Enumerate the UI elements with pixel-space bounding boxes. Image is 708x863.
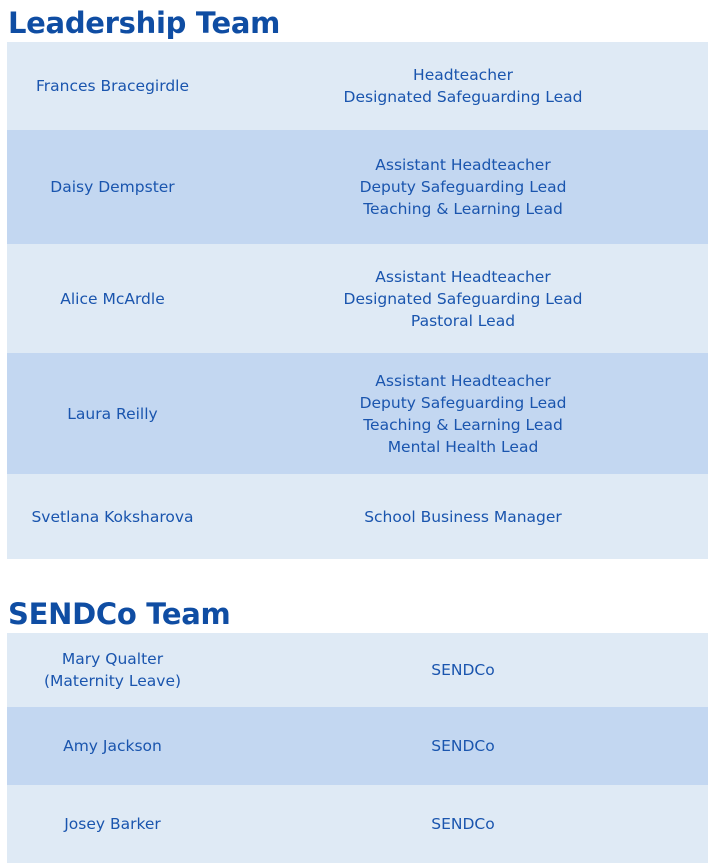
team-member-row bbox=[7, 353, 708, 474]
member-role-line: SENDCo bbox=[431, 815, 495, 833]
member-name bbox=[7, 813, 218, 835]
leadership-team-title: Leadership Team bbox=[8, 6, 281, 40]
member-role-line: Teaching & Learning Lead bbox=[363, 415, 563, 434]
member-roles bbox=[218, 266, 708, 332]
member-name-line: Svetlana Koksharova bbox=[31, 507, 194, 526]
member-name bbox=[7, 648, 218, 692]
member-role-line: Headteacher bbox=[413, 66, 513, 84]
member-name bbox=[7, 176, 218, 198]
team-member-row bbox=[7, 42, 708, 130]
member-name bbox=[7, 735, 218, 757]
member-roles bbox=[218, 735, 708, 757]
member-roles bbox=[218, 659, 708, 681]
member-roles bbox=[218, 64, 708, 108]
member-name-line: Amy Jackson bbox=[63, 737, 162, 755]
member-role-line: Assistant Headteacher bbox=[375, 156, 551, 174]
member-roles bbox=[218, 813, 708, 835]
member-name bbox=[7, 75, 218, 97]
team-member-row bbox=[7, 474, 708, 559]
team-member-row bbox=[7, 707, 708, 785]
member-name-line: Laura Reilly bbox=[67, 404, 158, 423]
member-roles bbox=[218, 370, 708, 458]
member-role-line: Designated Safeguarding Lead bbox=[343, 289, 583, 308]
team-member-row bbox=[7, 130, 708, 244]
member-name-line: Josey Barker bbox=[64, 815, 161, 833]
team-member-row bbox=[7, 785, 708, 863]
sendco-team-title: SENDCo Team bbox=[8, 597, 231, 631]
member-role-line: Teaching & Learning Lead bbox=[363, 200, 563, 218]
member-role-line: SENDCo bbox=[431, 737, 495, 755]
member-role-line: SENDCo bbox=[431, 661, 495, 679]
team-member-row bbox=[7, 633, 708, 707]
member-name-line: Mary Qualter bbox=[61, 650, 164, 668]
member-role-line: Pastoral Lead bbox=[410, 311, 516, 330]
member-roles bbox=[218, 154, 708, 220]
member-name-line: (Maternity Leave) bbox=[43, 672, 182, 690]
member-role-line: Deputy Safeguarding Lead bbox=[359, 393, 567, 412]
member-role-line: Designated Safeguarding Lead bbox=[343, 88, 583, 106]
leadership-team-table bbox=[7, 42, 708, 559]
member-role-line: Assistant Headteacher bbox=[375, 371, 551, 390]
member-role-line: Mental Health Lead bbox=[387, 437, 539, 456]
member-roles bbox=[218, 506, 708, 528]
member-name bbox=[7, 506, 218, 528]
member-name bbox=[7, 403, 218, 425]
member-role-line: Assistant Headteacher bbox=[375, 267, 551, 286]
member-role-line: School Business Manager bbox=[364, 507, 562, 526]
member-name bbox=[7, 288, 218, 310]
member-name-line: Frances Bracegirdle bbox=[35, 77, 190, 95]
team-member-row bbox=[7, 244, 708, 353]
sendco-team-table bbox=[7, 633, 708, 863]
member-name-line: Alice McArdle bbox=[60, 289, 165, 308]
member-role-line: Deputy Safeguarding Lead bbox=[359, 178, 567, 196]
member-name-line: Daisy Dempster bbox=[50, 178, 175, 196]
